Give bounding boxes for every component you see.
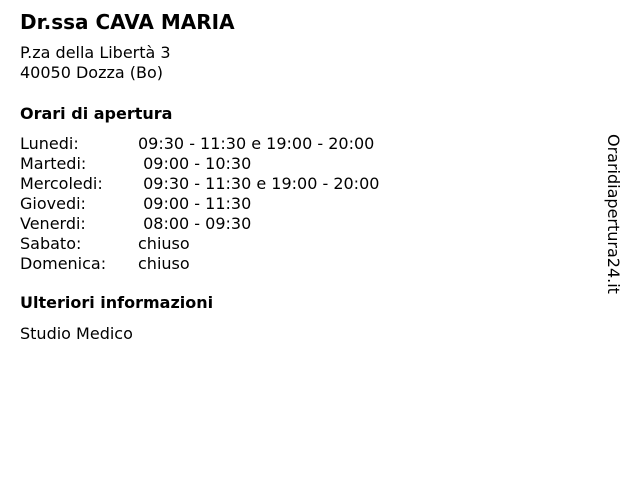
additional-info-heading: Ulteriori informazioni bbox=[20, 293, 214, 312]
time-value: 09:00 - 10:30 bbox=[138, 154, 252, 173]
time-value: chiuso bbox=[138, 234, 190, 253]
additional-info-text: Studio Medico bbox=[20, 324, 133, 343]
address-street: P.za della Libertà 3 bbox=[20, 43, 171, 62]
hours-row-saturday bbox=[20, 234, 440, 254]
hours-row-wednesday bbox=[20, 174, 440, 194]
hours-row-friday bbox=[20, 214, 440, 234]
page-title: Dr.ssa CAVA MARIA bbox=[20, 10, 235, 34]
opening-hours-list bbox=[20, 134, 440, 274]
day-label: Venerdi: bbox=[20, 214, 86, 233]
day-label: Giovedi: bbox=[20, 194, 86, 213]
hours-row-thursday bbox=[20, 194, 440, 214]
opening-hours-heading: Orari di apertura bbox=[20, 104, 173, 123]
hours-row-tuesday bbox=[20, 154, 440, 174]
day-label: Lunedi: bbox=[20, 134, 79, 153]
time-value: chiuso bbox=[138, 254, 190, 273]
day-label: Mercoledi: bbox=[20, 174, 103, 193]
address-city: 40050 Dozza (Bo) bbox=[20, 63, 164, 82]
hours-row-sunday bbox=[20, 254, 440, 274]
time-value: 09:30 - 11:30 e 19:00 - 20:00 bbox=[138, 174, 380, 193]
time-value: 09:00 - 11:30 bbox=[138, 194, 252, 213]
time-value: 09:30 - 11:30 e 19:00 - 20:00 bbox=[138, 134, 375, 153]
time-value: 08:00 - 09:30 bbox=[138, 214, 252, 233]
day-label: Martedi: bbox=[20, 154, 87, 173]
hours-row-monday bbox=[20, 134, 440, 154]
day-label: Sabato: bbox=[20, 234, 82, 253]
day-label: Domenica: bbox=[20, 254, 107, 273]
site-brand-vertical: Oraridiapertura24.it bbox=[604, 134, 623, 294]
